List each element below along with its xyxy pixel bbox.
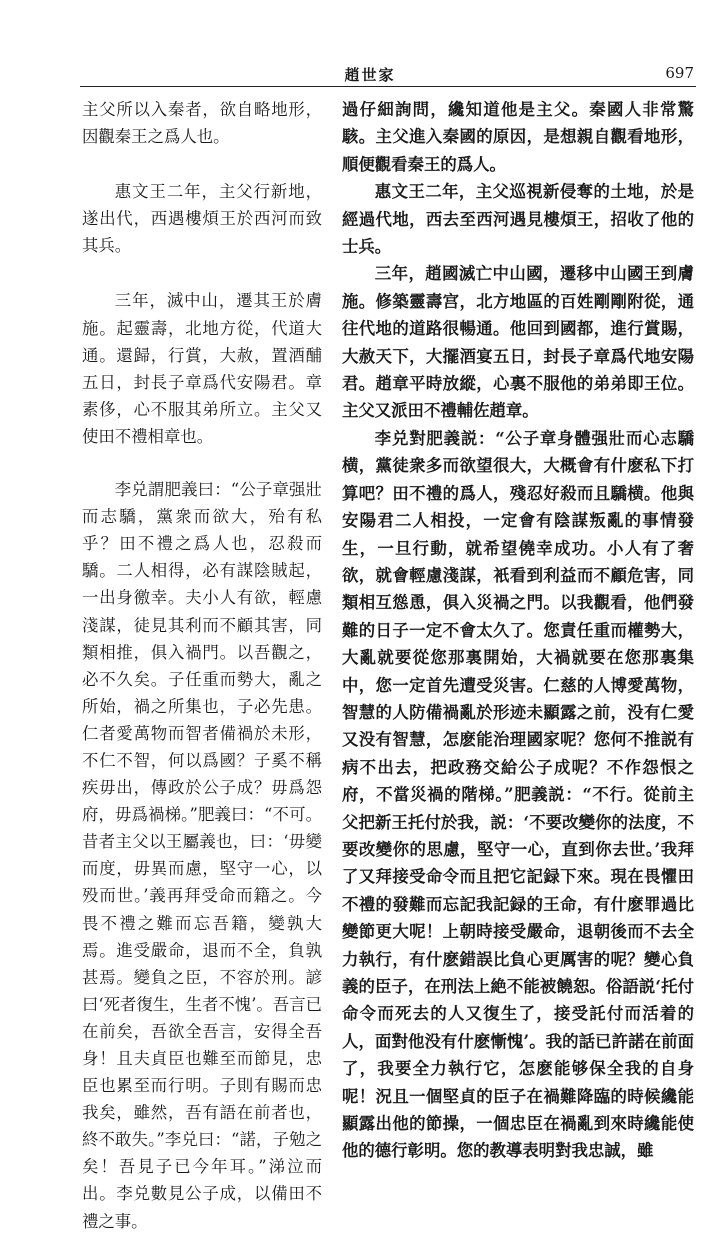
translation-paragraph: 惠文王二年，主父巡視新侵奪的土地，於是經過代地，西去至西河遇見樓煩王，招收了他的士兵。 [342, 182, 694, 257]
translation-column [342, 96, 694, 1165]
header-rule [80, 86, 696, 87]
classical-paragraph: 李兑謂肥義曰：“公子章强壯而志驕，黨衆而欲大，殆有私乎？田不禮之爲人也，忍殺而驕。二人相得，必有謀陰賊起，一出身徼幸。夫小人有欲，輕慮淺謀，徒見其利而不顧其害，同類相推，俱入禍門。以吾觀之，必不久矣。子任重而勢大，亂之所始，禍之所集也，子必先患。仁者愛萬物而智者備禍於未形，不仁不智，何以爲國？子奚不稱疾毋出，傳政於公子成？毋爲怨府，毋爲禍梯。”肥義曰：“不可。昔者主父以王屬義也，曰：‘毋變而度，毋異而慮，堅守一心，以殁而世。’義再拜受命而籍之。今畏不禮之難而忘吾籍，變孰大焉。進受嚴命，退而不全，負孰甚焉。變負之臣，不容於刑。諺曰‘死者復生，生者不愧’。吾言已在前矣，吾欲全吾言，安得全吾身！且夫貞臣也難至而節見，忠臣也累至而行明。子則有賜而忠我矣，雖然，吾有語在前者也，終不敢失。”李兑曰：“諾，子勉之矣！吾見子已今年耳。”涕泣而出。李兑數見公子成，以備田不禮之事。 [82, 480, 322, 1231]
translation-paragraph: 過仔細詢問，纔知道他是主父。秦國人非常驚駭。主父進入秦國的原因，是想親自觀看地形，順便觀看秦王的爲人。 [342, 100, 694, 174]
page-number: 697 [665, 64, 694, 82]
translation-paragraph: 三年，趙國滅亡中山國，遷移中山國王到膚施。修築靈壽宫，北方地區的百姓剛剛附從，通往代地的道路很暢通。他回到國都，進行賞賜，大赦天下，大擺酒宴五日，封長子章爲代地安陽君。趙章平時放縱，心裏不服他的弟弟即王位。主父又派田不禮輔佐趙章。 [342, 264, 694, 421]
classical-paragraph: 惠文王二年，主父行新地，遂出代，西遇樓煩王於西河而致其兵。 [82, 182, 322, 256]
running-head-title: 趙世家 [344, 66, 396, 84]
classical-paragraph: 三年，滅中山，遷其王於膚施。起靈壽，北地方從，代道大通。還歸，行賞，大赦，置酒酺五日，封長子章爲代安陽君。章素侈，心不服其弟所立。主父又使田不禮相章也。 [82, 291, 322, 446]
translation-paragraph: 李兑對肥義説：“公子章身體强壯而心志驕横，黨徒衆多而欲望很大，大概會有什麽私下打算吧？田不禮的爲人，殘忍好殺而且驕横。他與安陽君二人相投，一定會有陰謀叛亂的事情發生，一旦行動，就希望僥幸成功。小人有了奢欲，就會輕慮淺謀，衹看到利益而不顧危害，同類相互慫恿，俱入災禍之門。以我觀看，他們發難的日子一定不會太久了。您責任重而權勢大，大亂就要從您那裏開始，大禍就要在您那裏集中，您一定首先遭受災害。仁慈的人博愛萬物，智慧的人防備禍亂於形迹未顯露之前，没有仁愛又没有智慧，怎麽能治理國家呢？您何不推説有病不出去，把政務交給公子成呢？不作怨恨之府，不當災禍的階梯。”肥義説：“不行。從前主父把新王托付於我，説：‘不要改變你的法度，不要改變你的思慮，堅守一心，直到你去世。’我拜了又拜接受命令而且把它記録下來。現在畏懼田不禮的發難而忘記我記録的王命，有什麽罪過比變節更大呢！上朝時接受嚴命，退朝後而不去全力執行，有什麽錯誤比負心更厲害的呢？變心負義的臣子，在刑法上絶不能被饒恕。俗語説‘托付命令而死去的人又復生了，接受託付而活着的人，面對他没有什麽慚愧’。我的話已許諾在前面了，我要全力執行它，怎麽能够保全我的自身呢！況且一個堅貞的臣子在禍難降臨的時候纔能顯露出他的節操，一個忠臣在禍亂到來時纔能使他的德行彰明。您的教導表明對我忠誠，雖 [342, 428, 694, 1161]
classical-paragraph: 主父所以入秦者，欲自略地形，因觀秦王之爲人也。 [82, 100, 322, 147]
classical-text-column [82, 96, 322, 1257]
